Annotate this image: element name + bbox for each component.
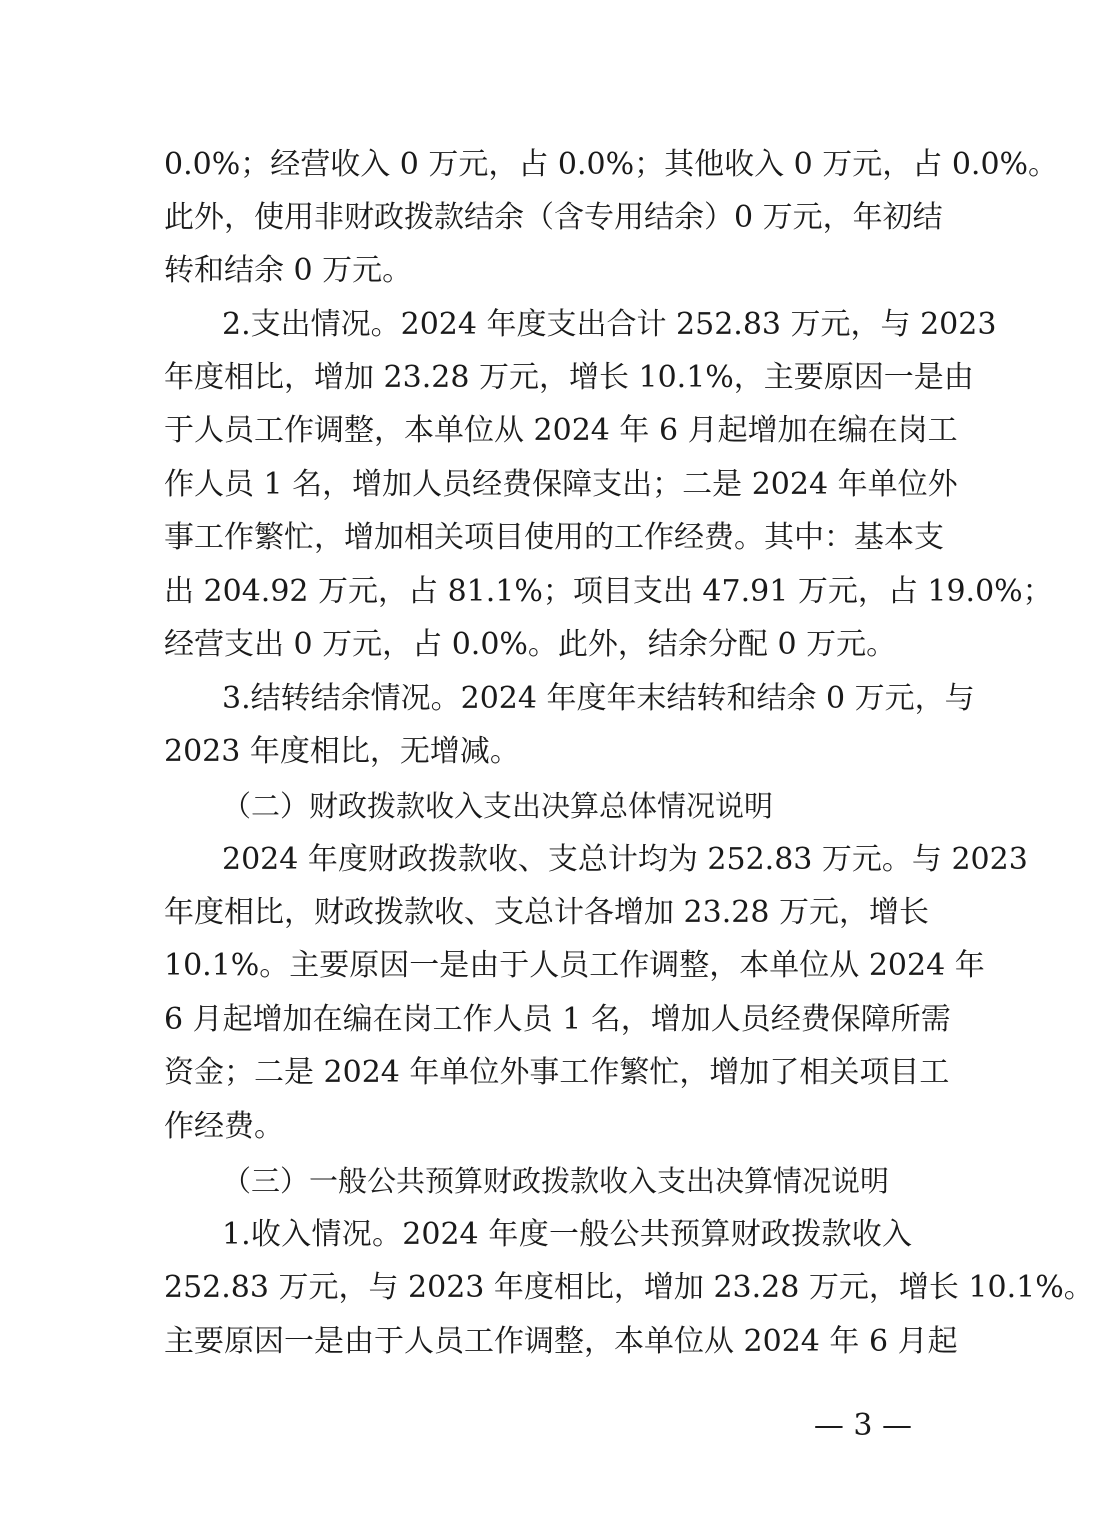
- text-line: 此外，使用非财政拨款结余（含专用结余）0 万元，年初结: [164, 200, 943, 235]
- section-heading: （三）一般公共预算财政拨款收入支出决算情况说明: [222, 1164, 890, 1198]
- text-line: 10.1%。主要原因一是由于人员工作调整，本单位从 2024 年: [164, 948, 985, 983]
- text-line: 事工作繁忙，增加相关项目使用的工作经费。其中：基本支: [164, 520, 944, 555]
- text-line: 年度相比，增加 23.28 万元，增长 10.1%，主要原因一是由: [164, 360, 974, 395]
- page-number: — 3 —: [813, 1408, 912, 1443]
- text-line: 2023 年度相比，无增减。: [164, 734, 520, 769]
- text-line: 6 月起增加在编在岗工作人员 1 名，增加人员经费保障所需: [164, 1002, 951, 1037]
- section-heading: （二）财政拨款收入支出决算总体情况说明: [222, 789, 774, 823]
- text-line: 出 204.92 万元，占 81.1%；项目支出 47.91 万元，占 19.0%；: [164, 574, 1053, 609]
- text-line: 2.支出情况。2024 年度支出合计 252.83 万元，与 2023: [222, 307, 997, 342]
- text-line: 年度相比，财政拨款收、支总计各增加 23.28 万元，增长: [164, 895, 929, 930]
- text-line: 经营支出 0 万元，占 0.0%。此外，结余分配 0 万元。: [164, 627, 897, 662]
- text-line: 资金；二是 2024 年单位外事工作繁忙，增加了相关项目工: [164, 1055, 950, 1090]
- text-line: 0.0%；经营收入 0 万元，占 0.0%；其他收入 0 万元，占 0.0%。: [164, 147, 1059, 182]
- text-line: 转和结余 0 万元。: [164, 253, 413, 288]
- text-line: 于人员工作调整，本单位从 2024 年 6 月起增加在编在岗工: [164, 413, 958, 448]
- text-line: 作人员 1 名，增加人员经费保障支出；二是 2024 年单位外: [164, 467, 958, 502]
- text-line: 252.83 万元，与 2023 年度相比，增加 23.28 万元，增长 10.1%。: [164, 1270, 1094, 1305]
- text-line: 1.收入情况。2024 年度一般公共预算财政拨款收入: [222, 1217, 912, 1252]
- text-line: 主要原因一是由于人员工作调整，本单位从 2024 年 6 月起: [164, 1324, 958, 1359]
- text-line: 2024 年度财政拨款收、支总计均为 252.83 万元。与 2023: [222, 842, 1028, 877]
- text-line: 3.结转结余情况。2024 年度年末结转和结余 0 万元，与: [222, 681, 975, 716]
- text-line: 作经费。: [164, 1109, 284, 1144]
